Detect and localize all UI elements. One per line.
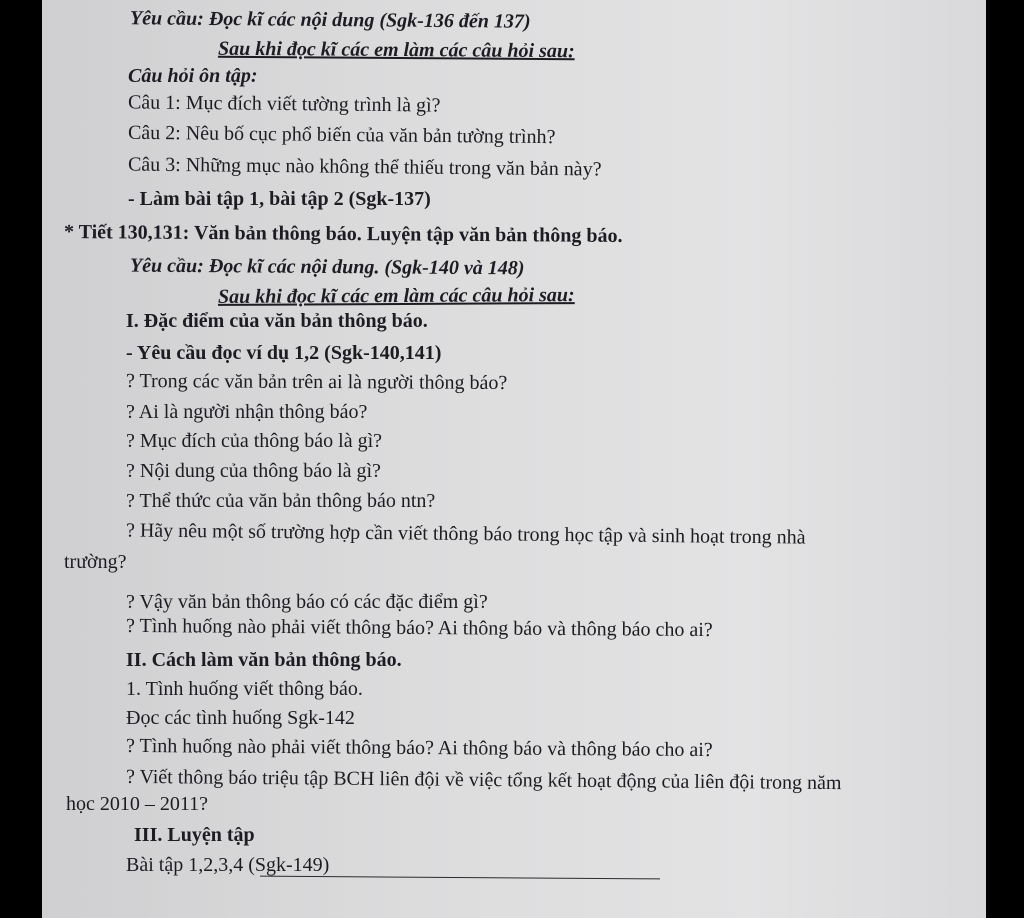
- read-situations: Đọc các tình huống Sgk-142: [126, 707, 355, 729]
- question-write-notice: ? Viết thông báo triệu tập BCH liên đội về việc tổng kết hoạt động của liên đội trong năm: [125, 765, 842, 795]
- underline-stroke: [260, 876, 660, 880]
- question-situations: ? Hãy nêu một số trường hợp cần viết thông báo trong học tập và sinh hoạt trong nhà: [125, 519, 806, 549]
- question-2: Câu 2: Nêu bố cục phổ biến của văn bản tường trình?: [127, 121, 556, 149]
- question-3: Câu 3: Những mục nào không thể thiếu trong văn bản này?: [127, 153, 602, 181]
- section-2-heading: II. Cách làm văn bản thông báo.: [126, 649, 402, 671]
- document-page: [42, 0, 986, 918]
- question-when-to-write: ? Tình huống nào phải viết thông báo? Ai thông báo và thông báo cho ai?: [125, 614, 713, 642]
- example-instruction: - Yêu cầu đọc ví dụ 1,2 (Sgk-140,141): [126, 342, 442, 364]
- review-questions-heading: Câu hỏi ôn tập:: [128, 65, 258, 87]
- instruction-heading-1: Sau khi đọc kĩ các em làm các câu hỏi sau:: [217, 37, 575, 63]
- exercise-line-2: Bài tập 1,2,3,4 (Sgk-149): [126, 854, 330, 876]
- section-1-heading: I. Đặc điểm của văn bản thông báo.: [126, 310, 428, 332]
- question-who-notifies: ? Trong các văn bản trên ai là người thông báo?: [125, 370, 508, 394]
- question-purpose: ? Mục đích của thông báo là gì?: [126, 430, 383, 452]
- subsection-situations: 1. Tình huống viết thông báo.: [126, 678, 363, 700]
- requirement-line-1: Yêu cầu: Đọc kĩ các nội dung (Sgk-136 đến 137): [129, 7, 531, 33]
- question-receiver: ? Ai là người nhận thông báo?: [126, 401, 368, 423]
- question-situations-cont: trường?: [64, 551, 127, 573]
- section-3-heading: III. Luyện tập: [134, 824, 255, 846]
- requirement-line-2: Yêu cầu: Đọc kĩ các nội dung. (Sgk-140 và 148): [129, 254, 525, 280]
- exercise-line-1: - Làm bài tập 1, bài tập 2 (Sgk-137): [128, 188, 431, 210]
- question-when-to-write-2: ? Tình huống nào phải viết thông báo? Ai thông báo và thông báo cho ai?: [125, 734, 713, 762]
- question-write-notice-cont: học 2010 – 2011?: [66, 793, 209, 815]
- question-format: ? Thể thức của văn bản thông báo ntn?: [126, 490, 436, 512]
- lesson-title: * Tiết 130,131: Văn bản thông báo. Luyện tập văn bản thông báo.: [63, 221, 623, 247]
- question-1: Câu 1: Mục đích viết tường trình là gì?: [127, 91, 441, 117]
- instruction-heading-2: Sau khi đọc kĩ các em làm các câu hỏi sau:: [217, 284, 575, 308]
- question-content: ? Nội dung của thông báo là gì?: [126, 460, 381, 482]
- question-features: ? Vậy văn bản thông báo có các đặc điểm gì?: [126, 591, 488, 613]
